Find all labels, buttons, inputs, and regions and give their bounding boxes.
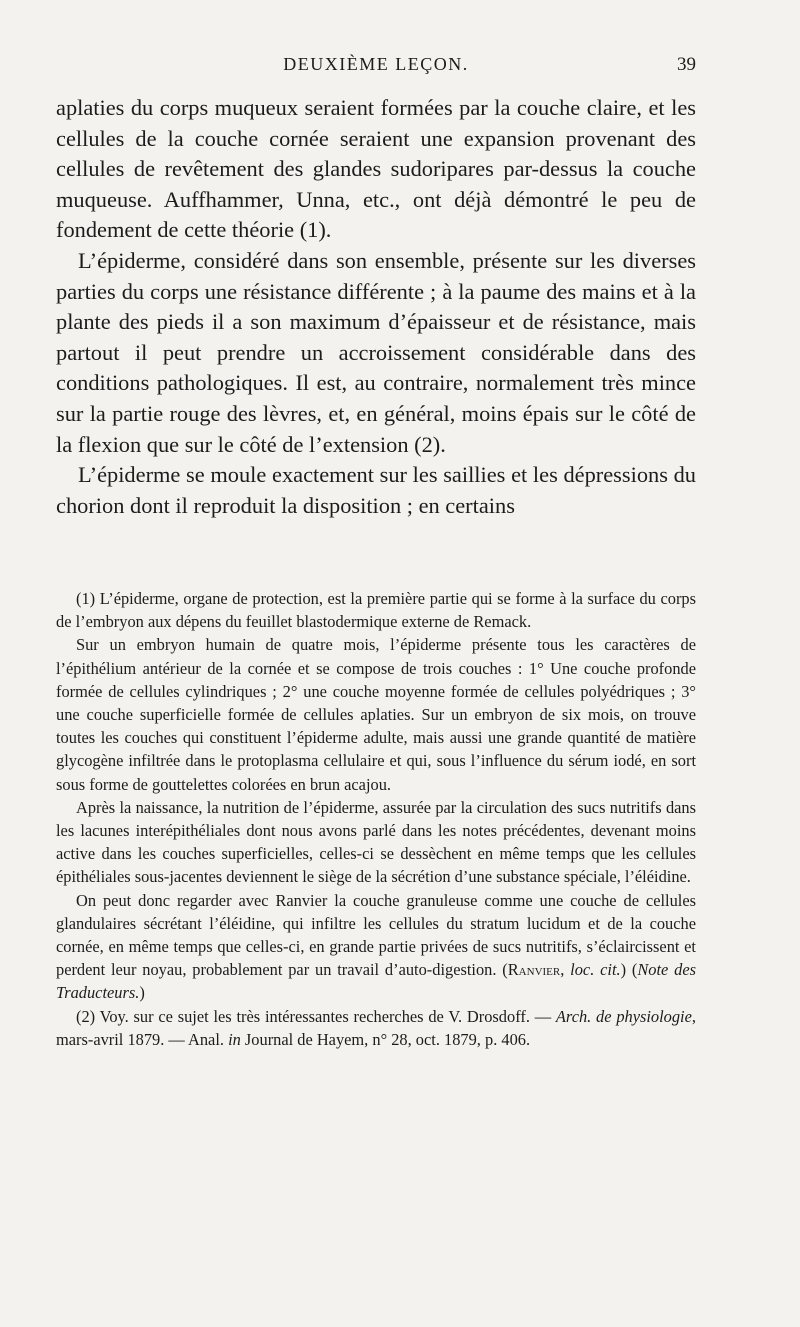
paragraph-1: aplaties du corps muqueux seraient formées par la couche claire, et les cellules de la couche cornée seraient une expansion provenant des cellules de revêtement des glandes sudoripares par-dessus la couche muqueuse. Auffhammer, Unna, etc., ont déjà démontré le peu de fondement de cette théorie (1).: [56, 95, 696, 243]
footnote-2: [56, 1005, 696, 1051]
footnote-1-para-4: [56, 889, 696, 1005]
page-header: [56, 54, 696, 84]
in-word: in: [228, 1029, 241, 1049]
footnote-2-mid: , mars-avril 1879. — Anal.: [56, 1006, 696, 1049]
citation-end: ): [139, 983, 145, 1003]
footnote-2-start: (2) Voy. sur ce sujet les très intéressantes recherches de V. Drosdoff. —: [76, 1006, 556, 1026]
citation-separator: ,: [560, 960, 571, 980]
footnote-1-para-1: (1) L’épiderme, organe de protection, est la première partie qui se forme à la surface du corps de l’embryon aux dépens du feuillet blastodermique externe de Remack.: [56, 589, 696, 632]
footnote-1-para-2: Sur un embryon humain de quatre mois, l’épiderme présente tous les caractères de l’épithélium antérieur de la cornée et se compose de trois couches : 1° Une couche profonde formée de cellules cylindriques ; 2° une couche moyenne formée de cellules polyédriques ; 3° une couche superficielle formée de cellules aplaties. Sur un embryon de six mois, on trouve toutes les couches qui constituent l’épiderme adulte, mais aussi une grande quantité de matière glycogène infiltrée dans le protoplasma cellulaire et qui, sous l’influence du sérum iodé, en sort sous forme de gouttelettes colorées en brun acajou.: [56, 635, 696, 794]
main-text: [56, 93, 696, 521]
paragraph-3: L’épiderme se moule exactement sur les saillies et les dépressions du chorion dont il reproduit la disposition ; en certains: [56, 462, 696, 518]
footnotes: [56, 587, 696, 1051]
paragraph-2: L’épiderme, considéré dans son ensemble, présente sur les diverses parties du corps une résistance différente ; à la paume des mains et à la plante des pieds il a son maximum d’épaisseur et de résistance, mais partout il peut prendre un accroissement considérable dans des conditions pathologiques. Il est, au contraire, normalement très mince sur la partie rouge des lèvres, et, en général, moins épais sur le côté de la flexion que sur le côté de l’extension (2).: [56, 247, 696, 457]
citation-close: ) (: [620, 960, 638, 980]
running-head: DEUXIÈME LEÇON.: [283, 54, 469, 74]
footnote-1-para-3: Après la naissance, la nutrition de l’épiderme, assurée par la circulation des sucs nutritifs dans les lacunes interépithéliales dont nous avons parlé dans les notes précédentes, devenant moins active dans les couches superficielles, celles-ci se dessèchent en même temps que les cellules épithéliales sous-jacentes deviennent le siège de la sécrétion d’une substance spéciale, l’éléidine.: [56, 797, 696, 887]
loc-cit: loc. cit.: [570, 960, 621, 980]
page-number: 39: [677, 54, 696, 75]
journal-title: Arch. de physiologie: [555, 1006, 692, 1026]
author-ranvier: Ranvier: [507, 960, 561, 980]
translators-note: Note des Traducteurs.: [56, 960, 696, 1003]
footnote-2-end: Journal de Hayem, n° 28, oct. 1879, p. 406.: [240, 1029, 531, 1049]
footnote-1-para-4-text: On peut donc regarder avec Ranvier la couche granuleuse comme une couche de cellules glandulaires sécrétant l’éléidine, qui infiltre les cellules du stratum lucidum et de la couche cornée, en même temps que celles-ci, en grande partie privées de sucs nutritifs, s’éclaircissent et perdent leur noyau, probablement par un travail d’auto-digestion. (: [56, 890, 696, 980]
